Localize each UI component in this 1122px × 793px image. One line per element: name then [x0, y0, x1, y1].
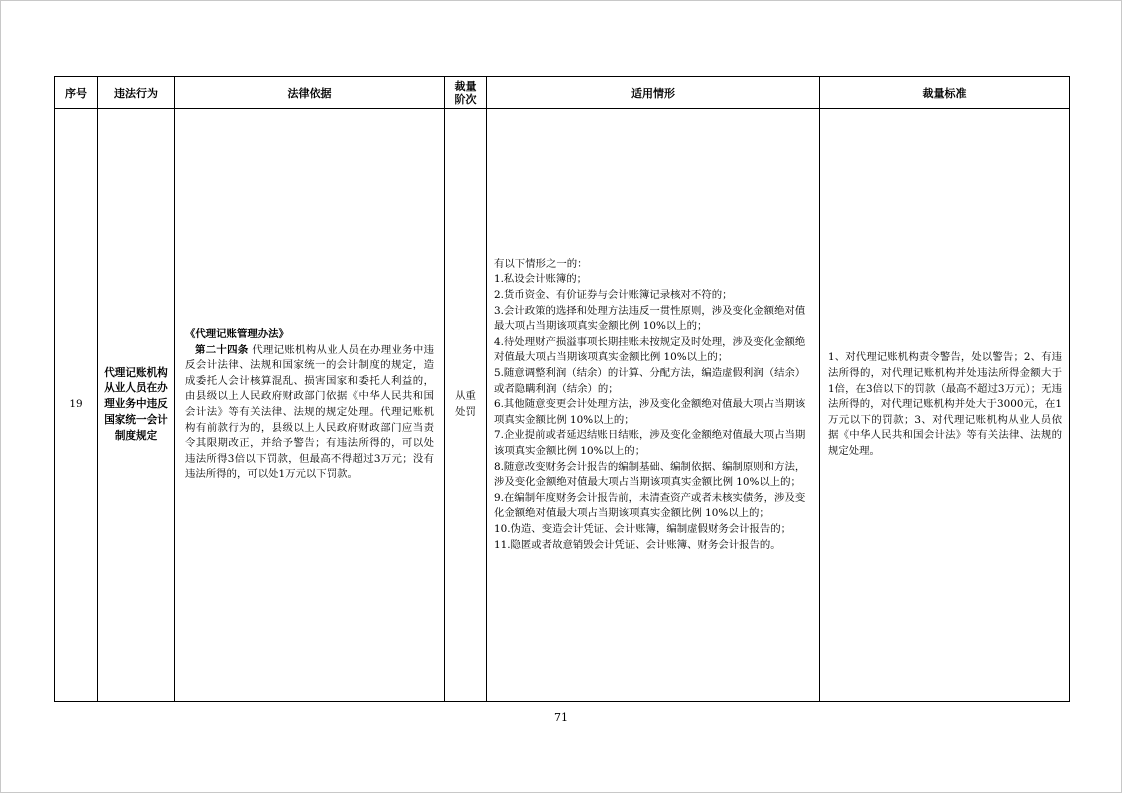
header-circumstances: 适用情形 [487, 77, 820, 109]
circumstance-item: 4.待处理财产损溢事项长期挂账未按规定及时处理，涉及变化金额绝对值最大项占当期该项真实金额比例 10%以上的； [494, 335, 806, 364]
header-level-line2: 阶次 [454, 92, 477, 106]
circumstances-list [487, 257, 819, 553]
header-legal-basis: 法律依据 [175, 77, 445, 109]
legal-basis-cell [175, 109, 445, 702]
level-text: 从重处罚 [455, 390, 476, 418]
header-level [445, 77, 487, 109]
circumstance-item: 10.伪造、变造会计凭证、会计账簿，编制虚假财务会计报告的； [494, 522, 792, 535]
law-title: 《代理记账管理办法》 [185, 328, 289, 341]
page-number: 71 [554, 711, 568, 724]
circumstance-item: 7.企业提前或者延迟结账日结账，涉及变化金额绝对值最大项占当期该项真实金额比例 10%以上的； [494, 429, 806, 457]
circumstance-item: 5.随意调整利润（结余）的计算、分配方法，编造虚假利润（结余）或者隐瞒利润（结余）的； [494, 367, 806, 395]
circumstance-item: 3.会计政策的选择和处理方法违反一贯性原则，涉及变化金额绝对值最大项占当期该项真实金额比例 10%以上的； [494, 304, 806, 333]
circumstance-item: 9.在编制年度财务会计报告前，未清查资产或者未核实债务，涉及变化金额绝对值最大项占当期该项真实金额比例 10%以上的； [494, 491, 806, 520]
penalty-standard-table [54, 76, 1070, 702]
header-standard: 裁量标准 [820, 77, 1070, 109]
row-number: 19 [55, 109, 98, 702]
standard-text: 1、对代理记账机构责令警告，处以警告；2、有违法所得的，对代理记账机构并处违法所得金额大于1倍，在3倍以下的罚款（最高不超过3万元）；无违法所得的，对代理记账机构并处大于3000元，在1万元以下的罚款；3、对代理记账机构从业人员依据《中华人民共和国会计法》等有关法律、法规的规定处理。 [828, 351, 1062, 457]
violation-cell [98, 109, 175, 702]
circumstance-item: 1.私设会计账簿的； [494, 273, 588, 286]
article-number: 第二十四条 [195, 343, 249, 356]
circumstance-item: 2.货币资金、有价证券与会计账簿记录核对不符的； [494, 289, 733, 302]
circumstance-item: 6.其他随意变更会计处理方法，涉及变化金额绝对值最大项占当期该项真实金额比例 10%以上的； [494, 398, 806, 426]
standard-cell [820, 109, 1070, 702]
header-level-line1: 裁量 [454, 79, 477, 93]
table-row [55, 109, 1070, 702]
header-violation: 违法行为 [98, 77, 175, 109]
article-text: 代理记账机构从业人员在办理业务中违反会计法律、法规和国家统一的会计制度的规定，造成委托人会计核算混乱、损害国家和委托人利益的，由县级以上人民政府财政部门依据《中华人民共和国会计法》等有关法律、法规的规定处理。代理记账机构有前款行为的，县级以上人民政府财政部门应当责令其限期改正，并给予警告；有违法所得的，可以处违法所得3倍以下罚款，但最高不得超过3万元；没有违法所得的，可以处1万元以下罚款。 [185, 343, 435, 481]
circumstance-item: 11.隐匿或者故意销毁会计凭证、会计账簿、财务会计报告的。 [494, 538, 781, 551]
violation-text: 代理记账机构从业人员在办理业务中违反国家统一会计制度规定 [104, 366, 168, 442]
header-row [55, 77, 1070, 109]
circumstance-item: 有以下情形之一的： [494, 257, 588, 270]
header-no: 序号 [55, 77, 98, 109]
circumstance-item: 8.随意改变财务会计报告的编制基础、编制依据、编制原则和方法，涉及变化金额绝对值最大项占当期该项真实金额比例 10%以上的； [494, 460, 806, 489]
level-cell [445, 109, 487, 702]
circumstances-cell [487, 109, 820, 702]
